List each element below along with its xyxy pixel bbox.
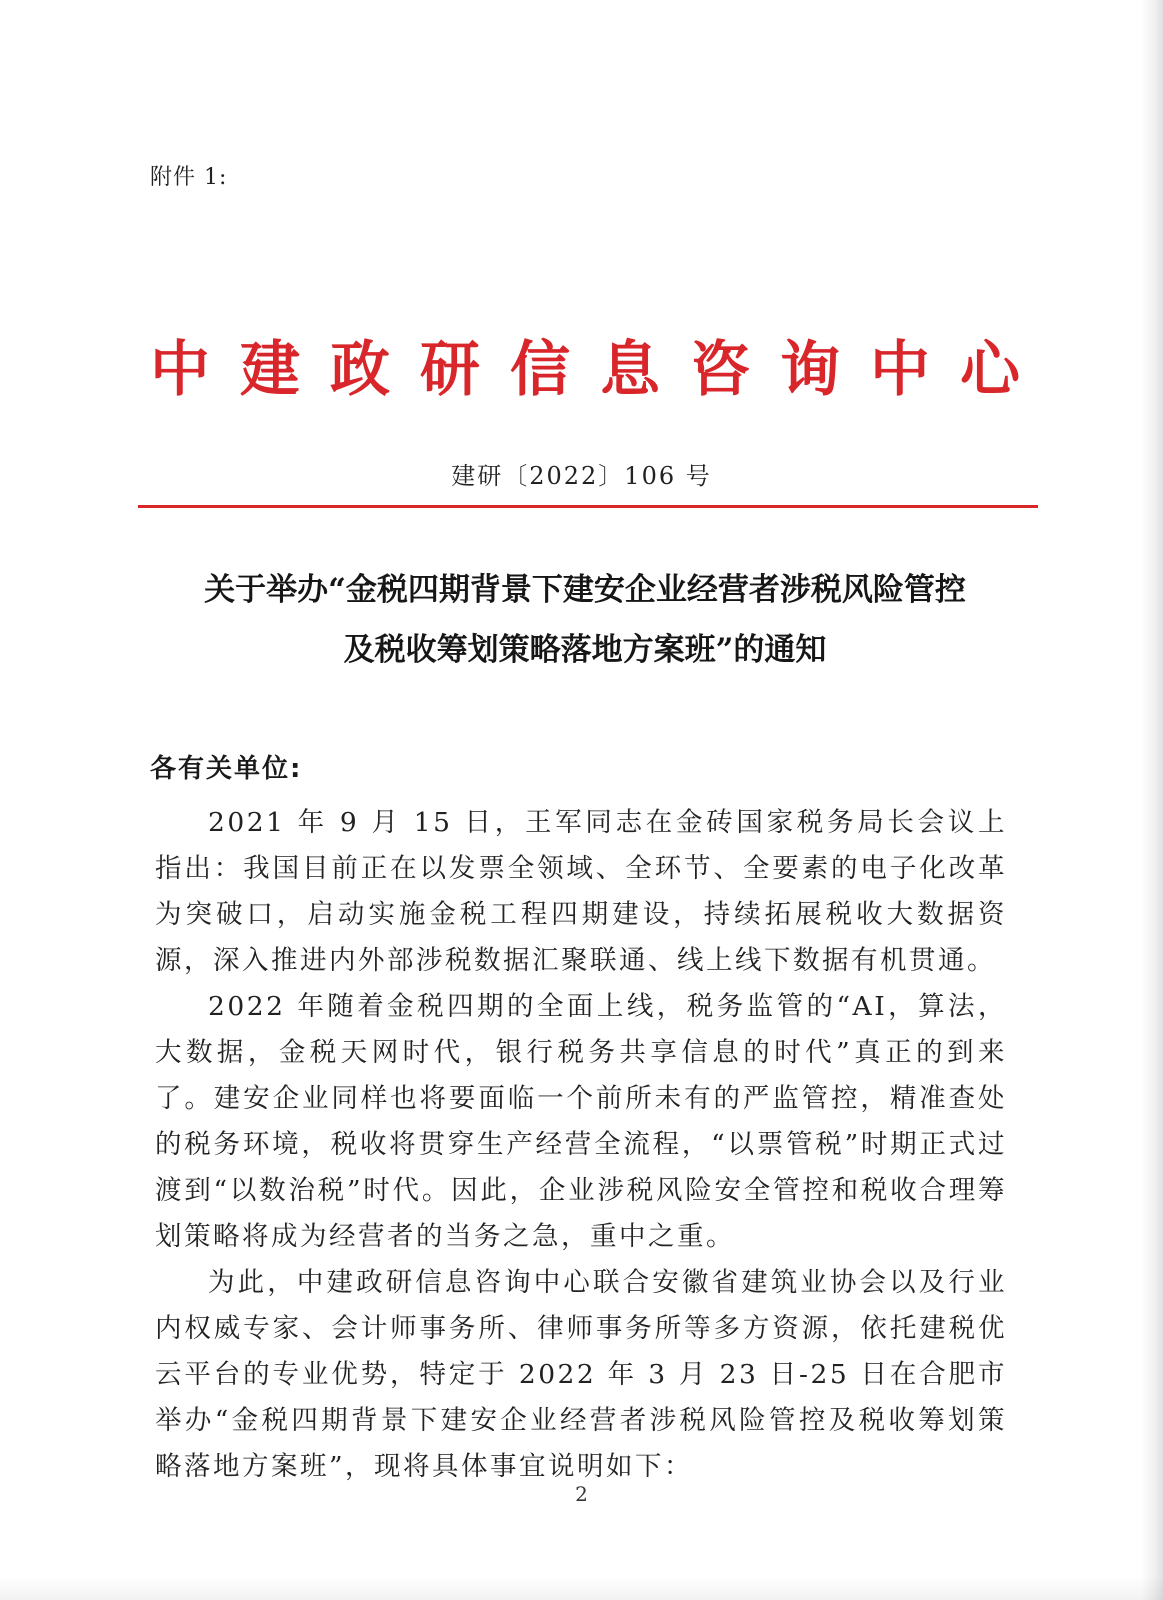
page-number: 2 xyxy=(575,1482,588,1506)
body-paragraph: 2022 年随着金税四期的全面上线，税务监管的“AI，算法，大数据，金税天网时代，银行税务共享信息的时代”真正的到来了。建安企业同样也将要面临一个前所未有的严监管控，精准查处的税务环境，税收将贯穿生产经营全流程，“以票管税”时期正式过渡到“以数治税”时代。因此，企业涉税风险安全管控和税收合理筹划策略将成为经营者的当务之急，重中之重。 xyxy=(155,991,1007,1252)
notice-body xyxy=(155,800,1007,1490)
notice-title-line: 关于举办“金税四期背景下建安企业经营者涉税风险管控 xyxy=(204,572,966,608)
organization-char: 政 xyxy=(330,335,390,405)
body-paragraph: 为此，中建政研信息咨询中心联合安徽省建筑业协会以及行业内权威专家、会计师事务所、律师事务所等多方资源，依托建税优云平台的专业优势，特定于 2022 年 3 月 23 日-25 日在合肥市举办“金税四期背景下建安企业经营者涉税风险管控及税收筹划策略落地方案班”，现将具体事宜说明如下： xyxy=(155,1267,1007,1482)
body-paragraph: 2021 年 9 月 15 日，王军同志在金砖国家税务局长会议上指出：我国目前正在以发票全领域、全环节、全要素的电子化改革为突破口，启动实施金税工程四期建设，持续拓展税收大数据资源，深入推进内外部涉税数据汇聚联通、线上线下数据有机贯通。 xyxy=(155,807,1007,976)
notice-title-line: 及税收筹划策略落地方案班”的通知 xyxy=(343,632,827,668)
organization-header xyxy=(150,335,1020,405)
scan-shadow-bottom xyxy=(0,1576,1163,1600)
notice-title xyxy=(150,560,1020,680)
document-number: 建研〔2022〕106 号 xyxy=(451,462,712,490)
organization-char: 信 xyxy=(510,335,570,405)
salutation: 各有关单位: xyxy=(150,754,303,784)
organization-char: 建 xyxy=(240,335,300,405)
organization-char: 中 xyxy=(150,335,210,405)
organization-char: 研 xyxy=(420,335,480,405)
organization-char: 心 xyxy=(960,335,1020,405)
organization-char: 咨 xyxy=(690,335,750,405)
organization-char: 息 xyxy=(600,335,660,405)
organization-char: 中 xyxy=(870,335,930,405)
organization-char: 询 xyxy=(780,335,840,405)
scan-shadow-right xyxy=(1141,0,1163,1600)
header-divider xyxy=(138,505,1038,508)
attachment-label: 附件 1: xyxy=(150,165,228,190)
